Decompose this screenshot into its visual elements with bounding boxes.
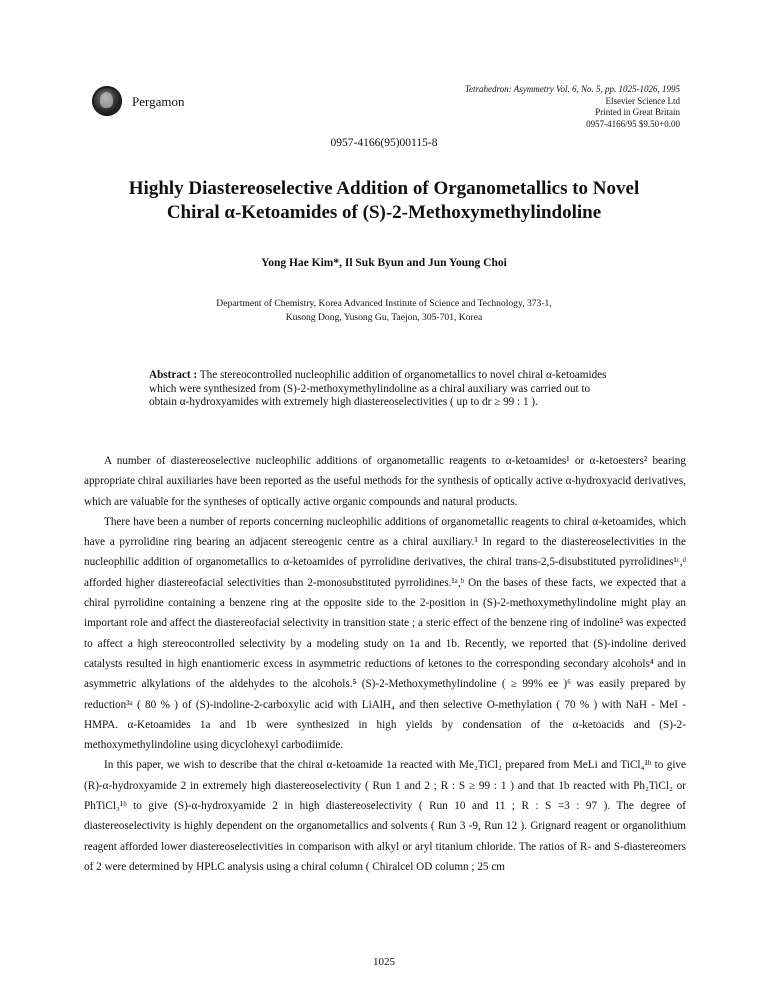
publisher-name: Pergamon — [132, 94, 185, 109]
paragraph-2: There have been a number of reports concerning nucleophilic additions of organometallic reagents to chiral α-ketoamides, which have a pyrrolidine ring bearing an adjacent stereogenic centre as a chiral auxiliary.¹ In regard to the diastereoselectivities in the nucleophilic addition of organometallics to α-ketoamides of pyrrolidine derivatives, the chiral trans-2,5-disubstituted pyrrolidines¹ᶜ,ᵈ afforded higher diastereofacial selectivities than 2-monosubstituted pyrrolidines.¹ᵃ,ᵇ On the bases of these facts, we expected that a chiral pyrrolidine containing a benzene ring at the opposite side to the 2-position in (S)-2-methoxymethylindoline might play an important role and affect the diastereofacial selectivity in transition state ; a steric effect of the benzene ring of indoline³ was expected to affect a high stereocontrolled selectivity by a modeling study on 1a and 1b. Recently, we reported that (S)-indoline derived catalysts resulted in high enantiomeric excess in asymmetric reductions of ketones to the corresponding secondary alcohols⁴ and in asymmetric alkylations of the aldehydes to the alcohols.⁵ (S)-2-Methoxymethylindoline ( ≥ 99% ee )⁶ was easily prepared by reduction³ᵃ ( 80 % ) of (S)-indoline-2-carboxylic acid with LiAlH₄ and then selective O-methylation ( 70 % ) with NaH - MeI - HMPA. α-Ketoamides 1a and 1b were synthesized in high yields by condensation of the α-ketoacids and (S)-2-methoxymethylindoline using dicyclohexyl carbodiimide. — [84, 515, 686, 752]
article-doi: 0957-4166(95)00115-8 — [330, 137, 438, 149]
abstract-label: Abstract : — [149, 369, 198, 381]
abstract-text: The stereocontrolled nucleophilic addition of organometallics to novel chiral α-ketoamides which were synthesized from (S)-2-methoxymethylindoline as a chiral auxiliary was carried out to obtain α-hydroxyamides with extremely high diastereoselectivities ( up to dr ≥ 99 : 1 ). — [149, 369, 607, 409]
paragraph-3: In this paper, we wish to describe that the chiral α-ketoamide 1a reacted with Me₂TiCl₂ prepared from MeLi and TiCl₄¹ᵇ to give (R)-α-hydroxyamide 2 in extremely high diastereoselectivity ( Run 1 and 2 ; R : S ≥ 99 : 1 ) and that 1b reacted with Ph₂TiCl₂ or PhTiCl₃¹ᵇ to give (S)-α-hydroxyamide 2 in high diastereoselectivity ( Run 10 and 11 ; R : S =3 : 97 ). The degree of diastereoselectivity is highly dependent on the organometallics and solvents ( Run 3 -9, Run 12 ). Grignard reagent or organolithium reagent afforded lower diastereoselectivities in comparison with alkyl or aryl titanium chloride. The ratios of R- and S-diastereomers of 2 were determined by HPLC analysis using a chiral column ( Chiralcel OD column ; 25 cm — [84, 759, 686, 873]
affiliation — [0, 297, 768, 325]
pergamon-logo-icon — [92, 86, 122, 116]
affiliation-line-2: Kusong Dong, Yusong Gu, Taejon, 305-701, Korea — [285, 312, 483, 323]
abstract — [149, 369, 619, 410]
journal-line-2: Elsevier Science Ltd — [605, 95, 680, 106]
title-line-2: Chiral α-Ketoamides of (S)-2-Methoxymethylindoline — [166, 202, 602, 223]
journal-line-1: Tetrahedron: Asymmetry Vol. 6, No. 5, pp. 1025-1026, 1995 — [464, 84, 680, 94]
author-list: Yong Hae Kim*, Il Suk Byun and Jun Young Choi — [261, 257, 507, 269]
page-number: 1025 — [373, 956, 395, 968]
article-title — [0, 177, 768, 225]
journal-line-3: Printed in Great Britain — [595, 107, 680, 117]
affiliation-line-1: Department of Chemistry, Korea Advanced Institute of Science and Technology, 373-1, — [216, 298, 552, 309]
title-line-1: Highly Diastereoselective Addition of Organometallics to Novel — [128, 178, 640, 199]
body-text — [84, 451, 686, 877]
journal-line-4: 0957-4166/95 $9.50+0.00 — [586, 118, 680, 129]
paragraph-1: A number of diastereoselective nucleophilic additions of organometallic reagents to α-ketoamides¹ or α-ketoesters² bearing appropriate chiral auxiliaries have been reported as the useful methods for the synthesis of optically active α-hydroxyacid derivatives, which are valuable for the syntheses of optically active organic compounds and natural products. — [84, 455, 686, 508]
journal-citation — [465, 84, 680, 130]
